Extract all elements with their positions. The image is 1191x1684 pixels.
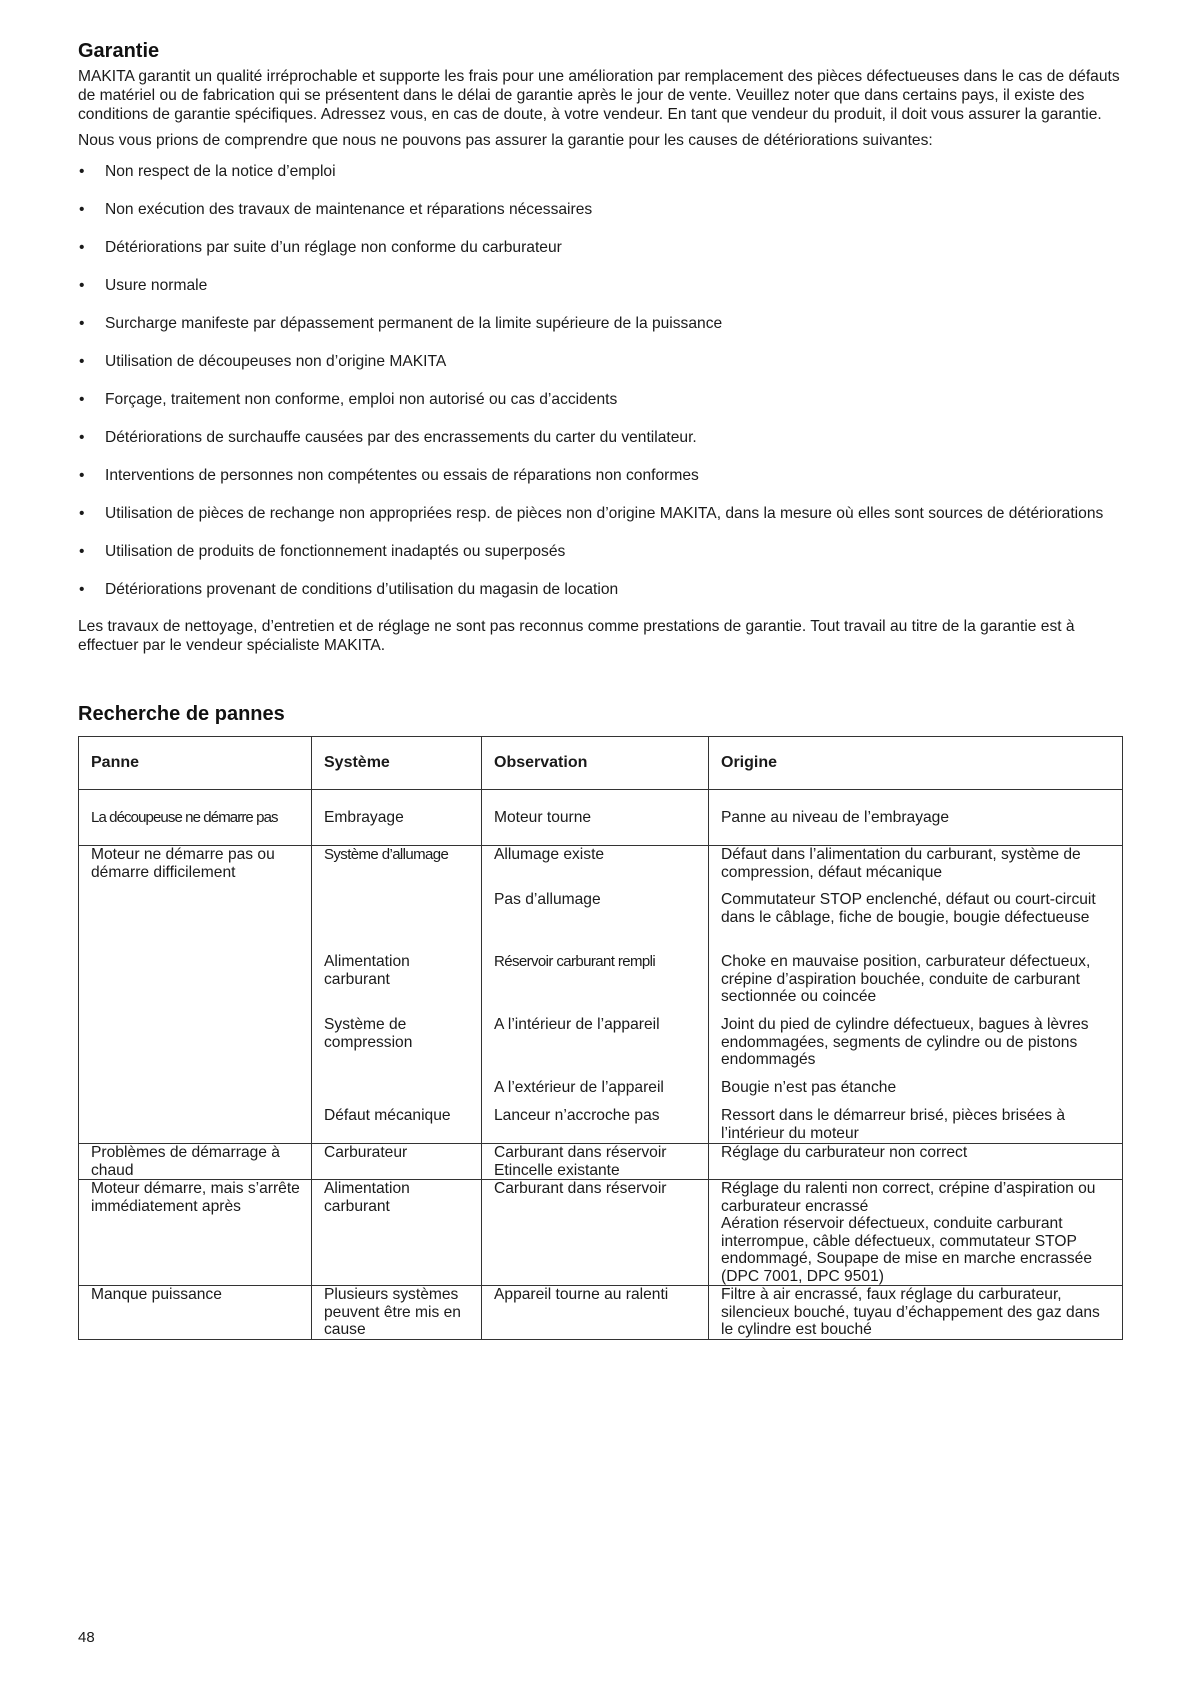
recherche-title: Recherche de pannes: [78, 703, 285, 725]
list-item: • Utilisation de pièces de rechange non appropriées resp. de pièces non d’origine MAKITA, dans la mesure où elles sont sources de détériorations: [79, 505, 1104, 522]
bullet-icon: •: [79, 201, 85, 218]
cell-origine: Défaut dans l’alimentation du carburant, système de compression, défaut mécanique Commutateur STOP enclenché, défaut ou court-circuit dans le câblage, fiche de bougie, bougie défectueuse Choke en mauvaise position, carburateur défectueux, crépine d’aspiration bouchée, conduite de carburant sectionnée ou coincée Joint du pied de cylindre défectueux, bagues à lèvres endommagées, segments de cylindre ou de pistons endommagés Bougie n’est pas étanche Ressort dans le démarreur brisé, pièces brisées à l’intérieur du moteur: [709, 846, 1123, 1144]
cell-panne: Moteur ne démarre pas ou démarre difficilement: [79, 846, 312, 1144]
list-item: • Détériorations par suite d’un réglage non conforme du carburateur: [79, 239, 562, 256]
cell-systeme: Embrayage: [312, 790, 482, 846]
cell-origine: Filtre à air encrassé, faux réglage du carburateur, silencieux bouché, tuyau d’échappement des gaz dans le cylindre est bouché: [709, 1286, 1123, 1340]
list-item: • Utilisation de produits de fonctionnement inadaptés ou superposés: [79, 543, 566, 560]
header-observation: Observation: [482, 737, 709, 790]
cell-panne: La découpeuse ne démarre pas: [79, 790, 312, 846]
list-item: • Non exécution des travaux de maintenance et réparations nécessaires: [79, 201, 593, 218]
header-panne: Panne: [79, 737, 312, 790]
list-item: • Détériorations de surchauffe causées par des encrassements du carter du ventilateur.: [79, 429, 697, 446]
table-row: [79, 790, 1123, 846]
garantie-exclusions-intro: Nous vous prions de comprendre que nous ne pouvons pas assurer la garantie pour les causes de détériorations suivantes:: [78, 132, 933, 149]
header-origine: Origine: [709, 737, 1123, 790]
header-systeme: Système: [312, 737, 482, 790]
troubleshooting-table: [78, 736, 1123, 1340]
bullet-icon: •: [79, 543, 85, 560]
bullet-icon: •: [79, 163, 85, 180]
garantie-title: Garantie: [78, 40, 160, 62]
cell-systeme: Alimentation carburant: [312, 1180, 482, 1286]
page: [78, 40, 1122, 1340]
cell-observation: Carburant dans réservoir: [482, 1180, 709, 1286]
bullet-icon: •: [79, 277, 85, 294]
cell-panne: Problèmes de démarrage à chaud: [79, 1144, 312, 1180]
list-item: • Usure normale: [79, 277, 208, 294]
bullet-icon: •: [79, 353, 85, 370]
garantie-closing: Les travaux de nettoyage, d’entretien et de réglage ne sont pas reconnus comme prestations de garantie. Tout travail au titre de la garantie est à effectuer par le vendeur spécialiste MAKITA.: [78, 618, 1075, 654]
list-item: • Interventions de personnes non compétentes ou essais de réparations non conformes: [79, 467, 699, 484]
cell-origine: Panne au niveau de l’embrayage: [709, 790, 1123, 846]
cell-observation: Allumage existe Pas d’allumage Réservoir carburant rempli A l’intérieur de l’appareil A l’extérieur de l’appareil Lanceur n’accroche pas: [482, 846, 709, 1144]
list-item: • Surcharge manifeste par dépassement permanent de la limite supérieure de la puissance: [79, 315, 723, 332]
list-item: • Détériorations provenant de conditions d’utilisation du magasin de location: [79, 581, 619, 598]
table-row: [79, 1144, 1123, 1180]
list-item: • Forçage, traitement non conforme, emploi non autorisé ou cas d’accidents: [79, 391, 618, 408]
bullet-icon: •: [79, 391, 85, 408]
bullet-icon: •: [79, 315, 85, 332]
page-number: 48: [78, 1629, 95, 1646]
bullet-icon: •: [79, 239, 85, 256]
bullet-icon: •: [79, 581, 85, 598]
cell-observation: Moteur tourne: [482, 790, 709, 846]
list-item: • Non respect de la notice d’emploi: [79, 163, 336, 180]
table-row: [79, 1180, 1123, 1286]
cell-systeme: Système d’allumage Alimentation carburant Système de compression Défaut mécanique: [312, 846, 482, 1144]
cell-origine: Réglage du carburateur non correct: [709, 1144, 1123, 1180]
bullet-icon: •: [79, 467, 85, 484]
table-row: [79, 846, 1123, 1144]
cell-observation: Carburant dans réservoir Etincelle existante: [482, 1144, 709, 1180]
cell-panne: Manque puissance: [79, 1286, 312, 1340]
cell-observation: Appareil tourne au ralenti: [482, 1286, 709, 1340]
table-row: [79, 1286, 1123, 1340]
table-header-row: [79, 737, 1123, 790]
garantie-exclusions-list: [78, 162, 1122, 599]
bullet-icon: •: [79, 505, 85, 522]
cell-origine: Réglage du ralenti non correct, crépine d’aspiration ou carburateur encrassé Aération réservoir défectueux, conduite carburant interrompue, câble défectueux, commutateur STOP endommagé, Soupape de mise en marche encrassée (DPC 7001, DPC 9501): [709, 1180, 1123, 1286]
bullet-icon: •: [79, 429, 85, 446]
list-item: • Utilisation de découpeuses non d’origine MAKITA: [79, 353, 447, 370]
cell-systeme: Carburateur: [312, 1144, 482, 1180]
cell-systeme: Plusieurs systèmes peuvent être mis en cause: [312, 1286, 482, 1340]
garantie-intro: MAKITA garantit un qualité irréprochable et supporte les frais pour une amélioration par remplacement des pièces défectueuses dans le cas de défauts de matériel ou de fabrication qui se présentent dans le délai de garantie après le jour de vente. Veuillez noter que dans certains pays, il existe des conditions de garantie spécifiques. Adressez vous, en cas de doute, à votre vendeur. En tant que vendeur du produit, il doit vous assurer la garantie.: [78, 68, 1120, 123]
cell-panne: Moteur démarre, mais s’arrête immédiatement après: [79, 1180, 312, 1286]
